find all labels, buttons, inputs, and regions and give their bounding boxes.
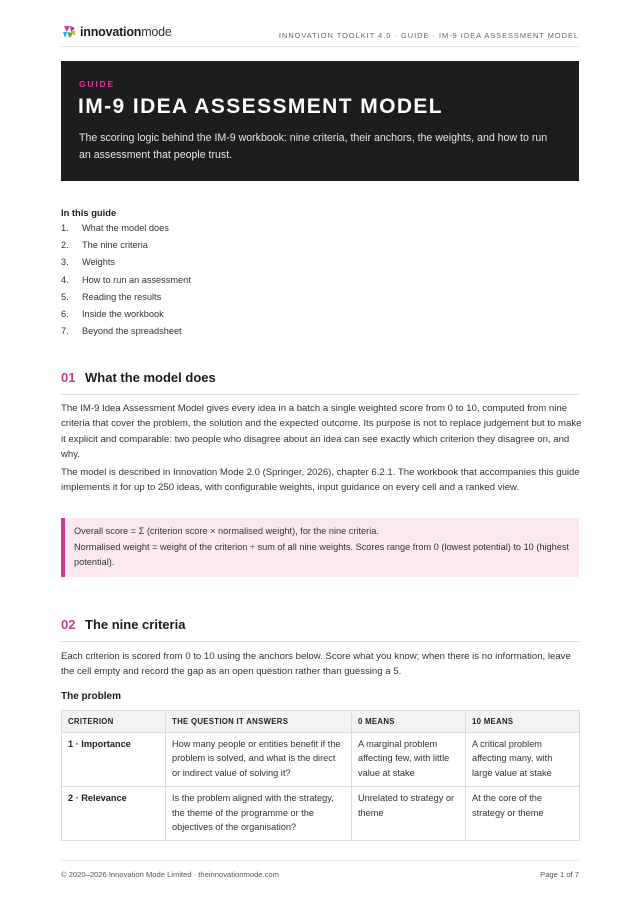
criterion-name: 1 · Importance	[62, 733, 166, 787]
section-heading-what-the-model-does	[61, 370, 579, 395]
page-footer	[61, 860, 579, 881]
logo-wordmark: innovationmode	[80, 25, 172, 39]
toc-item-number: 2.	[61, 240, 69, 251]
logo	[61, 24, 172, 40]
toc-item[interactable]	[61, 237, 361, 254]
toc-item-number: 6.	[61, 308, 69, 319]
toc-item-label: Weights	[82, 257, 116, 268]
hero-banner	[61, 61, 579, 181]
table-of-contents	[61, 207, 361, 340]
column-header: THE QUESTION IT ANSWERS	[166, 711, 352, 733]
formula-line: Normalised weight = weight of the criterion ÷ sum of all nine weights. Scores range from 0 (lowest potential) to 10 (highest potential).	[74, 542, 570, 567]
body-paragraph: The IM-9 Idea Assessment Model gives every idea in a batch a single weighted score from 0 to 10, computed from nine criteria that cover the problem, the solution and the expected outcome. Its purpose is not to replace judgement but to make it explicit and comparable: two people who disagree about an idea can see exactly which criterion they disagree on, and why.	[61, 403, 582, 461]
criterion-zero-anchor: Unrelated to strategy or theme	[352, 787, 466, 841]
section-number: 02	[61, 617, 76, 632]
hero-subtitle: The scoring logic behind the IM-9 workbook: nine criteria, their anchors, the weights, and how to run an assessment that people trust.	[79, 132, 548, 161]
header-breadcrumb: INNOVATION TOOLKIT 4.0 · GUIDE · IM-9 IDEA ASSESSMENT MODEL	[278, 31, 579, 40]
toc-item[interactable]	[61, 254, 361, 271]
table-row	[62, 787, 580, 841]
toc-item-number: 1.	[61, 223, 69, 233]
criteria-table	[61, 710, 580, 841]
toc-item[interactable]	[61, 306, 361, 323]
toc-item[interactable]	[61, 272, 361, 289]
toc-item-label: The nine criteria	[82, 240, 148, 251]
page-number: Page 1 of 7	[540, 870, 579, 879]
toc-item[interactable]	[61, 323, 361, 340]
table-row	[62, 733, 580, 787]
page-header	[61, 22, 579, 47]
toc-title: In this guide	[61, 207, 117, 218]
toc-item[interactable]	[61, 289, 361, 306]
section-title: What the model does	[85, 370, 216, 385]
criterion-question: Is the problem aligned with the strategy, the theme of the programme or the objectives of the organisation?	[166, 787, 352, 841]
page-title: IM-9 IDEA ASSESSMENT MODEL	[78, 95, 444, 118]
toc-item-number: 4.	[61, 274, 69, 285]
formula-callout	[61, 518, 579, 577]
criterion-question: How many people or entities benefit if the problem is solved, and what is the direct or indirect value of solving it?	[166, 733, 352, 787]
toc-item-label: What the model does	[82, 223, 169, 233]
toc-item-label: How to run an assessment	[82, 274, 191, 285]
section-title: The nine criteria	[85, 617, 186, 632]
hero-eyebrow: GUIDE	[79, 79, 115, 89]
subsection-heading: The problem	[61, 691, 122, 702]
criterion-zero-anchor: A marginal problem affecting few, with little value at stake	[352, 733, 466, 787]
column-header: 0 MEANS	[352, 711, 466, 733]
criterion-name: 2 · Relevance	[62, 787, 166, 841]
column-header: 10 MEANS	[466, 711, 580, 733]
toc-item-label: Beyond the spreadsheet	[82, 326, 182, 337]
table-header-row	[62, 711, 580, 733]
body-paragraph: Each criterion is scored from 0 to 10 using the anchors below. Score what you know; when there is no information, leave the cell empty and record the gap as an open question rather than guessing a 5.	[61, 651, 571, 678]
toc-item-label: Inside the workbook	[82, 308, 164, 319]
footer-copyright: © 2020–2026 Innovation Mode Limited · theinnovationmode.com	[61, 870, 279, 879]
criterion-ten-anchor: At the core of the strategy or theme	[466, 787, 580, 841]
logo-mark-icon	[61, 24, 77, 40]
toc-item-label: Reading the results	[82, 291, 162, 302]
toc-item-number: 3.	[61, 257, 69, 268]
toc-item-number: 5.	[61, 291, 69, 302]
toc-item[interactable]	[61, 220, 361, 237]
formula-line: Overall score = Σ (criterion score × normalised weight), for the nine criteria.	[74, 526, 379, 536]
section-number: 01	[61, 370, 76, 385]
criterion-ten-anchor: A critical problem affecting many, with large value at stake	[466, 733, 580, 787]
toc-item-number: 7.	[61, 326, 69, 337]
body-paragraph: The model is described in Innovation Mode 2.0 (Springer, 2026), chapter 6.2.1. The workbook that accompanies this guide implements it for up to 250 ideas, with configurable weights, input guidance on every cell and a ranked view.	[61, 467, 580, 494]
column-header: CRITERION	[62, 711, 166, 733]
section-heading-nine-criteria	[61, 617, 579, 642]
toc-list	[61, 220, 361, 340]
